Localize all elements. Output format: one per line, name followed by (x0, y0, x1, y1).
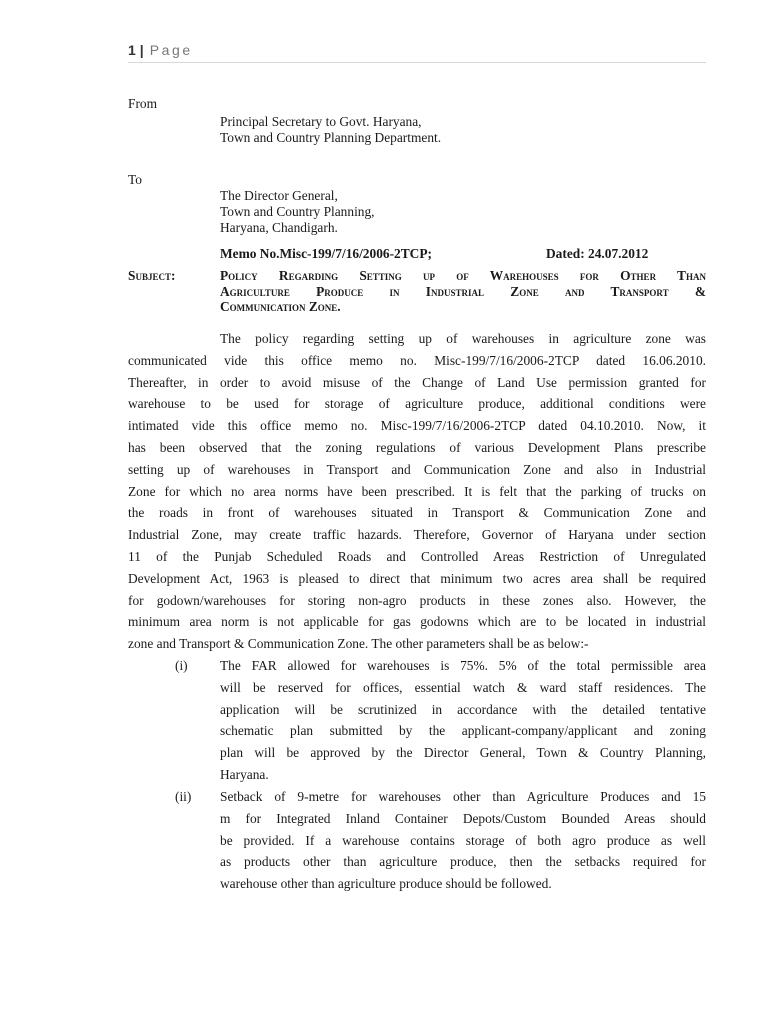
body-line: The policy regarding setting up of warehouses in agriculture zone was (220, 331, 706, 346)
item-line: will be reserved for offices, essential watch & ward staff residences. The (220, 679, 706, 695)
body-line: warehouse to be used for storage of agriculture produce, additional conditions were (128, 396, 706, 412)
body-line: Thereafter, in order to avoid misuse of the Change of Land Use permission granted for (128, 374, 706, 390)
item-line: The FAR allowed for warehouses is 75%. 5% of the total permissible area (220, 658, 706, 673)
from-label: From (128, 96, 158, 111)
body-line: zone and Transport & Communication Zone. The other parameters shall be as below:- (128, 636, 589, 652)
memo-date: Dated: 24.07.2012 (546, 246, 649, 261)
subject-text (220, 268, 706, 315)
list-item-text (220, 786, 706, 895)
list-item-marker: (i) (175, 658, 188, 673)
item-line: m for Integrated Inland Container Depots/Custom Bounded Areas should (220, 810, 706, 826)
body-line: intimated vide this office memo no. Misc-199/7/16/2006-2TCP dated 04.10.2010. Now, it (128, 418, 706, 434)
recipient-line: The Director General, (220, 188, 338, 203)
memo-number: Memo No.Misc-199/7/16/2006-2TCP; (220, 246, 432, 261)
body-line: has been observed that the zoning regulations of various Development Plans prescribe (128, 439, 706, 455)
sender-line: Principal Secretary to Govt. Haryana, (220, 114, 422, 129)
recipient-line: Haryana, Chandigarh. (220, 220, 338, 235)
to-label: To (128, 172, 142, 187)
body-line: for godown/warehouses for storing non-agro products in these zones also. However, the (128, 592, 706, 608)
body-line: minimum area norm is not applicable for gas godowns which are to be located in industrial (128, 614, 706, 630)
subject-line: Communication Zone. (220, 299, 341, 314)
subject-line: Agriculture Produce in Industrial Zone and Transport & (220, 283, 706, 299)
item-line: be provided. If a warehouse contains storage of both agro produce as well (220, 832, 706, 848)
page-header (128, 42, 706, 63)
body-line: Industrial Zone, may create traffic hazards. Therefore, Governor of Haryana under section (128, 527, 706, 543)
body-line: Zone for which no area norms have been prescribed. It is felt that the parking of trucks on (128, 483, 706, 499)
header-separator: | (139, 42, 144, 58)
recipient-line: Town and Country Planning, (220, 204, 375, 219)
body-paragraph (128, 328, 706, 655)
body-line: Development Act, 1963 is pleased to direct that minimum two acres area shall be required (128, 570, 706, 586)
page-number: 1 (128, 42, 136, 58)
list-item-marker: (ii) (175, 789, 192, 804)
item-line: warehouse other than agriculture produce should be followed. (220, 876, 552, 892)
body-line: setting up of warehouses in Transport and Communication Zone and also in Industrial (128, 461, 706, 477)
body-line: communicated vide this office memo no. Misc-199/7/16/2006-2TCP dated 16.06.2010. (128, 352, 706, 368)
subject-label: Subject: (128, 268, 176, 283)
sender-line: Town and Country Planning Department. (220, 130, 442, 145)
subject-line: Policy Regarding Setting up of Warehouses for Other Than (220, 268, 706, 283)
item-line: application will be scrutinized in accordance with the detailed tentative (220, 701, 706, 717)
item-line: Haryana. (220, 766, 269, 782)
body-line: 11 of the Punjab Scheduled Roads and Controlled Areas Restriction of Unregulated (128, 548, 706, 564)
item-line: plan will be approved by the Director General, Town & Country Planning, (220, 745, 706, 761)
page-label: Page (149, 42, 193, 58)
list-item-text (220, 655, 706, 786)
item-line: Setback of 9-metre for warehouses other than Agriculture Produces and 15 (220, 789, 706, 804)
item-line: as products other than agriculture produce, then the setbacks required for (220, 854, 706, 870)
item-line: schematic plan submitted by the applicant-company/applicant and zoning (220, 723, 706, 739)
body-line: the roads in front of warehouses situated in Transport & Communication Zone and (128, 505, 706, 521)
